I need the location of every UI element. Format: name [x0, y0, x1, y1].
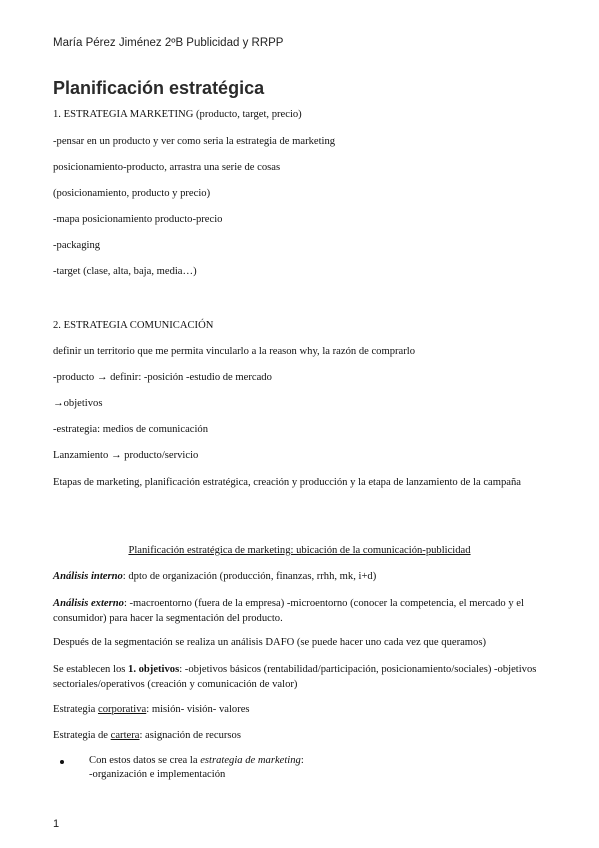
analisis-externo-paragraph — [53, 597, 548, 626]
section1-line: -packaging — [53, 240, 101, 251]
objetivos-paragraph — [53, 663, 548, 692]
cartera-underlined: cartera — [110, 730, 140, 741]
analisis-interno-text: : dpto de organización (producción, finanzas, rrhh, mk, i+d) — [122, 571, 377, 582]
objetivos-label: 1. objetivos — [128, 664, 180, 675]
corporativa-text: : misión- visión- valores — [146, 704, 250, 715]
section2-line: Lanzamiento → producto/servicio — [53, 450, 199, 461]
analisis-interno-line — [53, 571, 376, 582]
section2-line: -estrategia: medios de comunicación — [53, 424, 209, 435]
page-title: Planificación estratégica — [53, 78, 265, 98]
section1-line: -mapa posicionamiento producto-precio — [53, 214, 223, 225]
bullet-post: : — [300, 755, 304, 766]
section3-heading: Planificación estratégica de marketing: ubicación de la comunicación-publicidad — [128, 545, 471, 556]
section2-line: definir un territorio que me permita vincularlo a la reason why, la razón de comprarlo — [53, 346, 416, 357]
corporativa-underlined: corporativa — [98, 704, 147, 715]
section1-line: -target (clase, alta, baja, media…) — [53, 266, 197, 277]
section2-heading: 2. ESTRATEGIA COMUNICACIÓN — [53, 320, 214, 331]
analisis-externo-label: Análisis externo — [53, 598, 124, 609]
section1-heading: 1. ESTRATEGIA MARKETING (producto, target, precio) — [53, 109, 302, 120]
bullet-pre: Con estos datos se crea la — [89, 755, 201, 766]
section2-line: -producto → definir: -posición -estudio de mercado — [53, 372, 272, 383]
cartera-text: : asignación de recursos — [139, 730, 241, 741]
bullet-item — [89, 755, 304, 766]
section2-paragraph: Etapas de marketing, planificación estratégica, creación y producción y la etapa de lanzamiento de la campaña — [53, 477, 521, 488]
estrategia-cartera-line — [53, 730, 241, 741]
analisis-externo-text: : -macroentorno (fuera de la empresa) -microentorno (conocer la competencia, el mercado y el consumidor) para hacer la segmentación del producto. — [53, 598, 524, 624]
bullet-subitem: -organización e implementación — [89, 769, 226, 780]
section2-line: →objetivos — [53, 398, 103, 409]
estrategia-corporativa-line — [53, 704, 250, 715]
analisis-interno-label: Análisis interno — [53, 571, 123, 582]
dafo-line: Después de la segmentación se realiza un análisis DAFO (se puede hacer uno cada vez que queramos) — [53, 637, 486, 648]
section1-line: -pensar en un producto y ver como seria la estrategia de marketing — [53, 136, 336, 147]
objetivos-pre: Se establecen los — [53, 664, 129, 675]
cartera-pre: Estrategia de — [53, 730, 111, 741]
document-header: María Pérez Jiménez 2ºB Publicidad y RRPP — [53, 37, 284, 49]
page-number: 1 — [53, 818, 60, 830]
bullet-italic: estrategia de marketing — [200, 755, 301, 766]
section1-line: (posicionamiento, producto y precio) — [53, 188, 211, 199]
section1-line: posicionamiento-producto, arrastra una serie de cosas — [53, 162, 281, 173]
bullet-dot — [60, 760, 64, 764]
objetivos-text: : -objetivos básicos (rentabilidad/participación, posicionamiento/sociales) -objetivos sectoriales/operativos (creación y comunicación de valor) — [53, 664, 537, 690]
corporativa-pre: Estrategia — [53, 704, 99, 715]
